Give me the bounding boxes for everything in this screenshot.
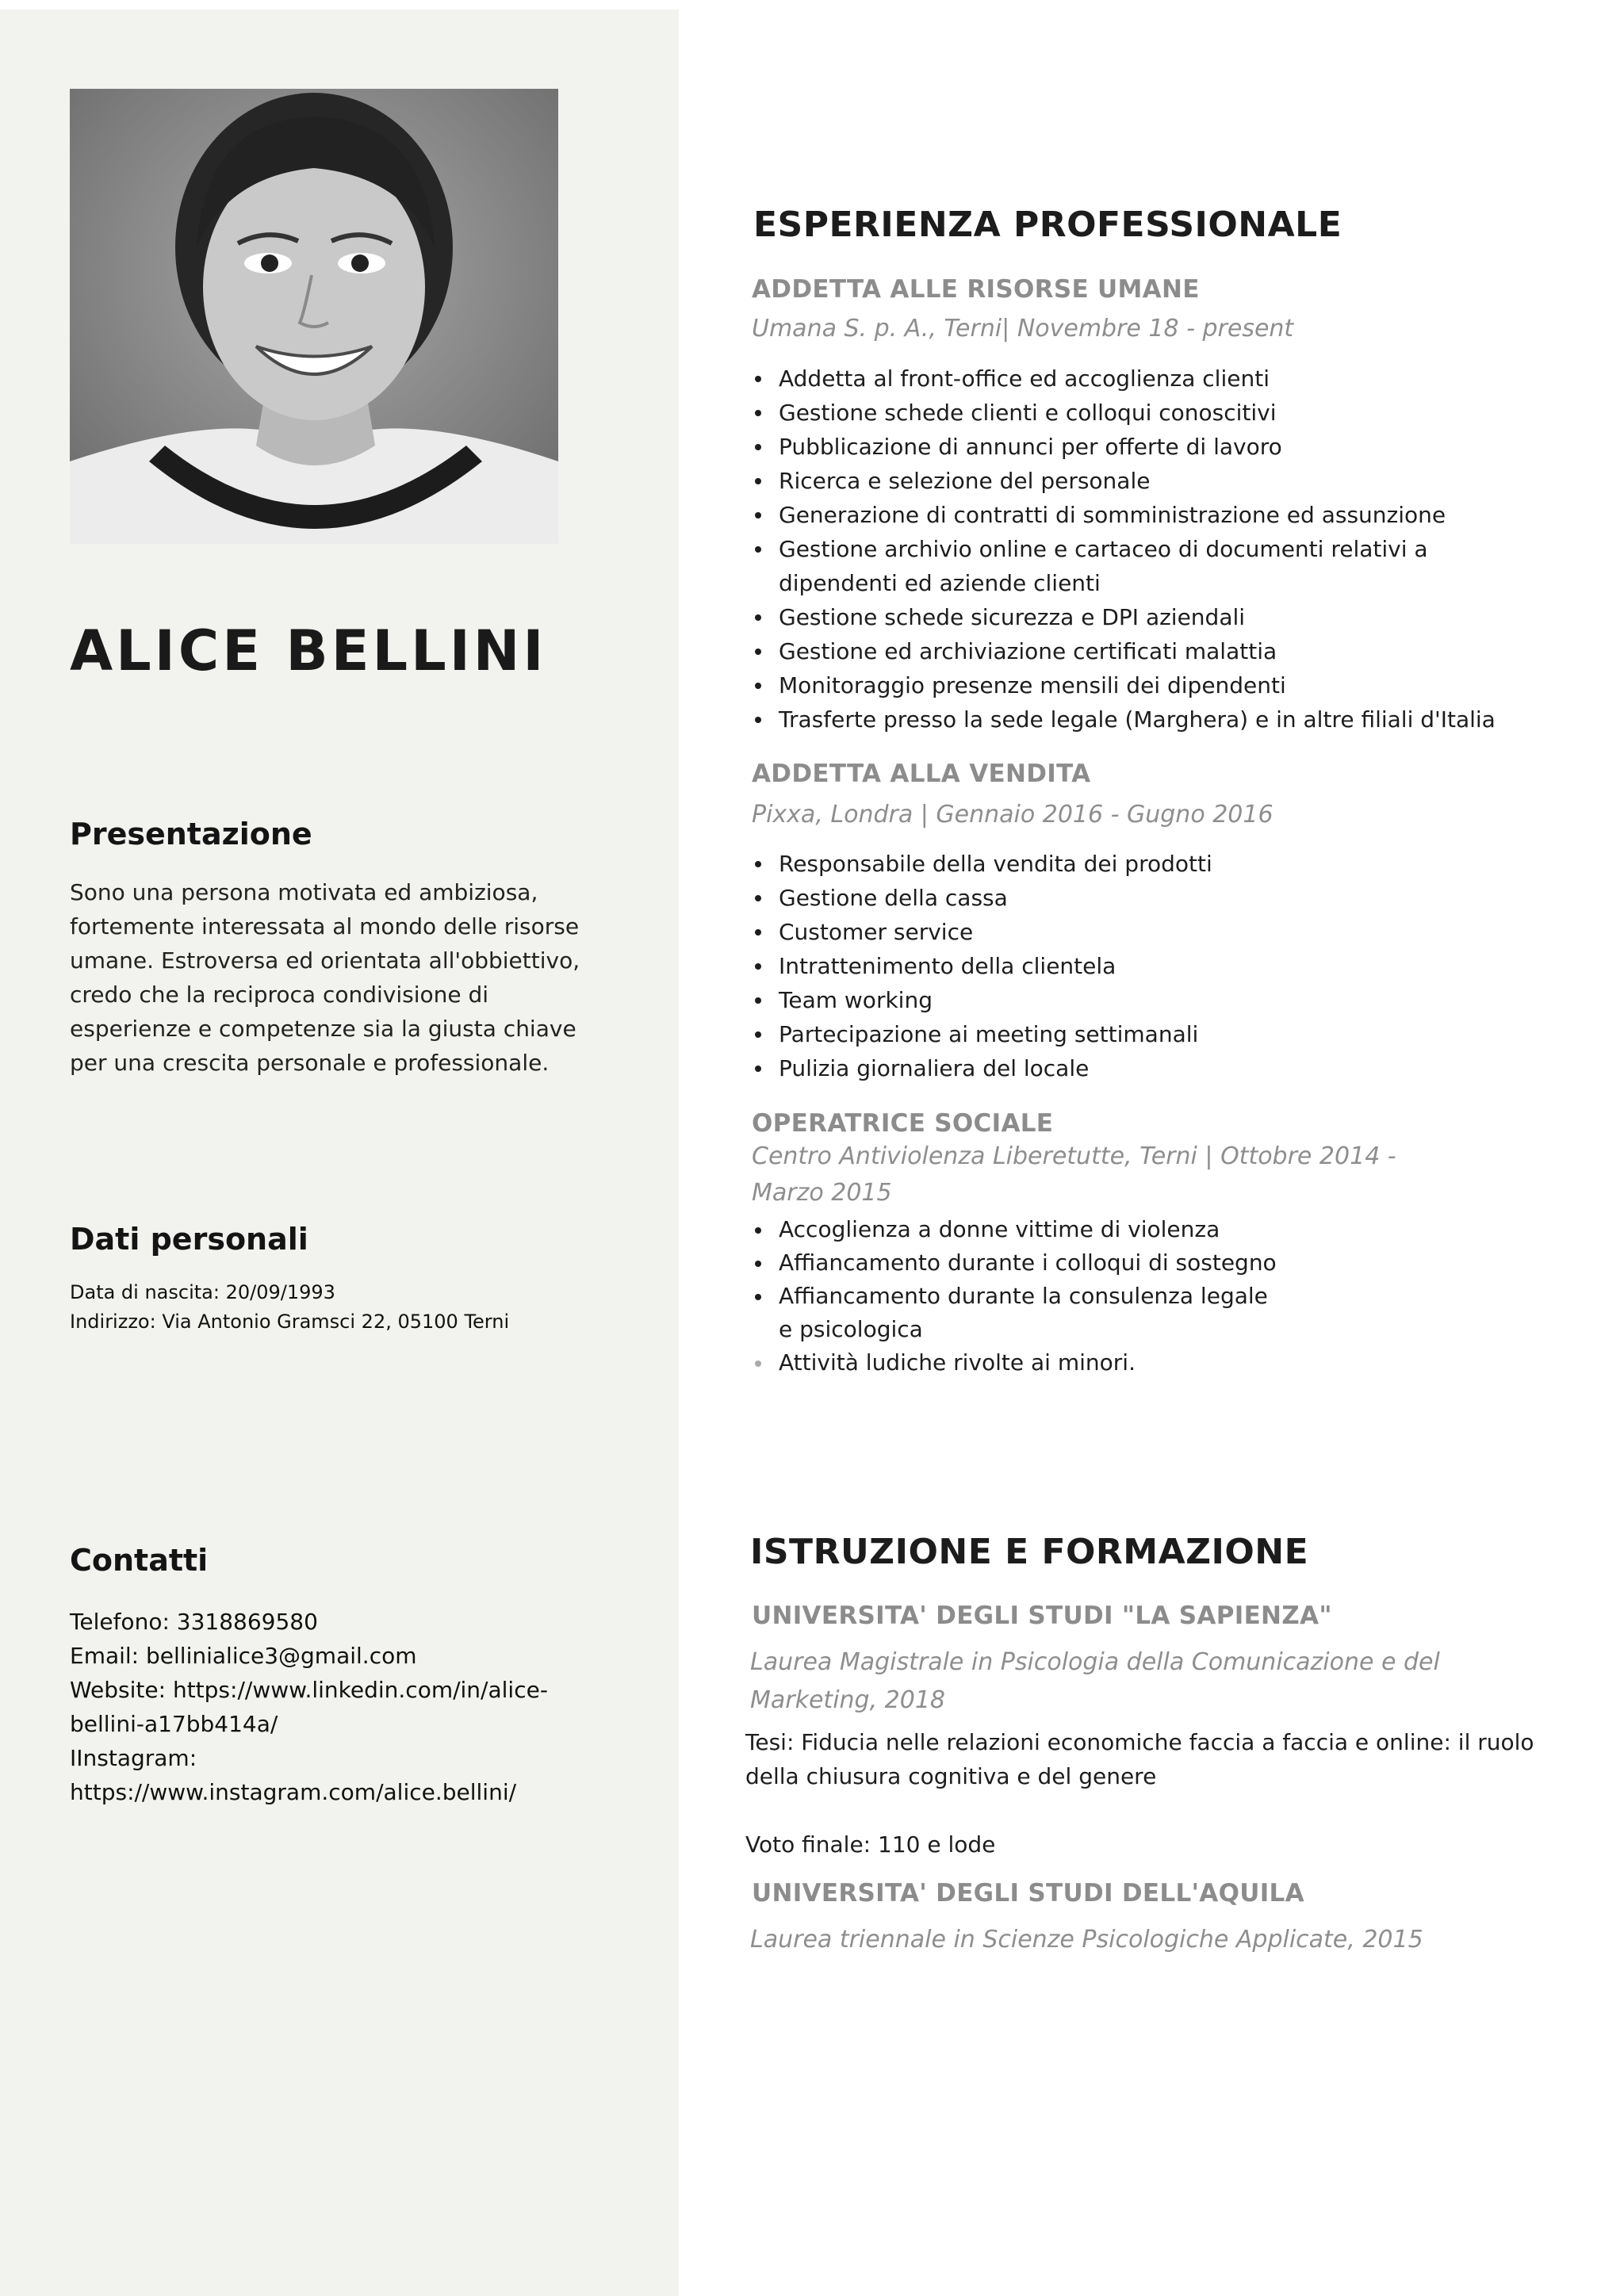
job-subtitle-cont: Marzo 2015 [752,1179,892,1207]
address: Indirizzo: Via Antonio Gramsci 22, 05100 Terni [70,1311,510,1333]
thesis-cont: della chiusura cognitiva e del genere [745,1763,1157,1789]
degree: Laurea triennale in Scienze Psicologiche Applicate, 2015 [750,1926,1423,1954]
list-item: Affiancamento durante la consulenza legale e psicologica [755,1280,1270,1346]
list-item: Pubblicazione di annunci per offerte di lavoro [755,430,1524,464]
list-item: Accoglienza a donne vittime di violenza [755,1213,1277,1246]
final-grade: Voto finale: 110 e lode [745,1831,996,1858]
profile-photo [70,89,558,544]
list-item: Gestione archivio online e cartaceo di documenti relativi a dipendenti ed aziende clienti [755,532,1524,600]
presentation-text: Sono una persona motivata ed ambiziosa, fortemente interessata al mondo delle risorse umane. Estroversa ed orientata all'obbiettivo, credo che la reciproca condivisione di esperienze e competenze sia la giusta chiave per una crescita personale e professionale. [70,879,580,1076]
list-item: Addetta al front-office ed accoglienza clienti [755,362,1524,396]
list-item: Monitoraggio presenze mensili dei dipendenti [755,668,1524,702]
birth-date: Data di nascita: 20/09/1993 [70,1281,335,1303]
job-title: ADDETTA ALLE RISORSE UMANE [752,275,1200,304]
degree-cont: Marketing, 2018 [750,1686,946,1714]
job-subtitle: Umana S. p. A., Terni| Novembre 18 - present [752,315,1294,342]
school-title: UNIVERSITA' DEGLI STUDI "LA SAPIENZA" [752,1601,1332,1630]
list-item: Intrattenimento della clientela [755,949,1212,983]
list-item: Gestione schede clienti e colloqui conoscitivi [755,396,1524,430]
list-item: Customer service [755,915,1212,949]
thesis: Tesi: Fiducia nelle relazioni economiche faccia a faccia e online: il ruolo [745,1729,1534,1755]
list-item: Ricerca e selezione del personale [755,464,1524,498]
job-subtitle: Pixxa, Londra | Gennaio 2016 - Gugno 2016 [752,801,1274,828]
contacts-block [70,1605,625,1809]
website-link[interactable]: Website: https://www.linkedin.com/in/alice- [70,1677,548,1703]
list-item: Gestione della cassa [755,881,1212,915]
phone: Telefono: 3318869580 [70,1609,318,1635]
school-title: UNIVERSITA' DEGLI STUDI DELL'AQUILA [752,1879,1304,1908]
list-item: Trasferte presso la sede legale (Marghera) e in altre filiali d'Italia [755,702,1524,737]
contacts-heading: Contatti [70,1543,209,1578]
email[interactable]: Email: bellinialice3@gmail.com [70,1643,417,1669]
education-heading: ISTRUZIONE E FORMAZIONE [750,1532,1309,1572]
job-duties-list [755,1213,1277,1380]
list-item: Gestione schede sicurezza e DPI aziendali [755,600,1524,634]
candidate-name: ALICE BELLINI [70,618,547,683]
website-link-cont[interactable]: bellini-a17bb414a/ [70,1711,278,1737]
instagram-link[interactable]: https://www.instagram.com/alice.bellini/ [70,1779,517,1805]
list-item: Attività ludiche rivolte ai minori. [755,1346,1277,1380]
list-item: Gestione ed archiviazione certificati malattia [755,634,1524,668]
list-item: Responsabile della vendita dei prodotti [755,847,1212,881]
job-title: ADDETTA ALLA VENDITA [752,760,1091,788]
job-subtitle: Centro Antiviolenza Liberetutte, Terni | Ottobre 2014 - [752,1142,1396,1170]
experience-heading: ESPERIENZA PROFESSIONALE [753,205,1342,245]
list-item: Affiancamento durante i colloqui di sostegno [755,1246,1277,1280]
list-item: Pulizia giornaliera del locale [755,1051,1212,1085]
personal-data [70,1278,625,1337]
personal-data-heading: Dati personali [70,1222,308,1257]
job-duties-list [755,362,1524,737]
list-item: Partecipazione ai meeting settimanali [755,1017,1212,1051]
job-duties-list [755,847,1212,1085]
instagram-label: IInstagram: [70,1745,197,1771]
degree: Laurea Magistrale in Psicologia della Comunicazione e del [750,1648,1440,1676]
list-item: Generazione di contratti di somministrazione ed assunzione [755,498,1524,532]
presentation-heading: Presentazione [70,817,312,851]
list-item: Team working [755,983,1212,1017]
job-title: OPERATRICE SOCIALE [752,1109,1054,1138]
